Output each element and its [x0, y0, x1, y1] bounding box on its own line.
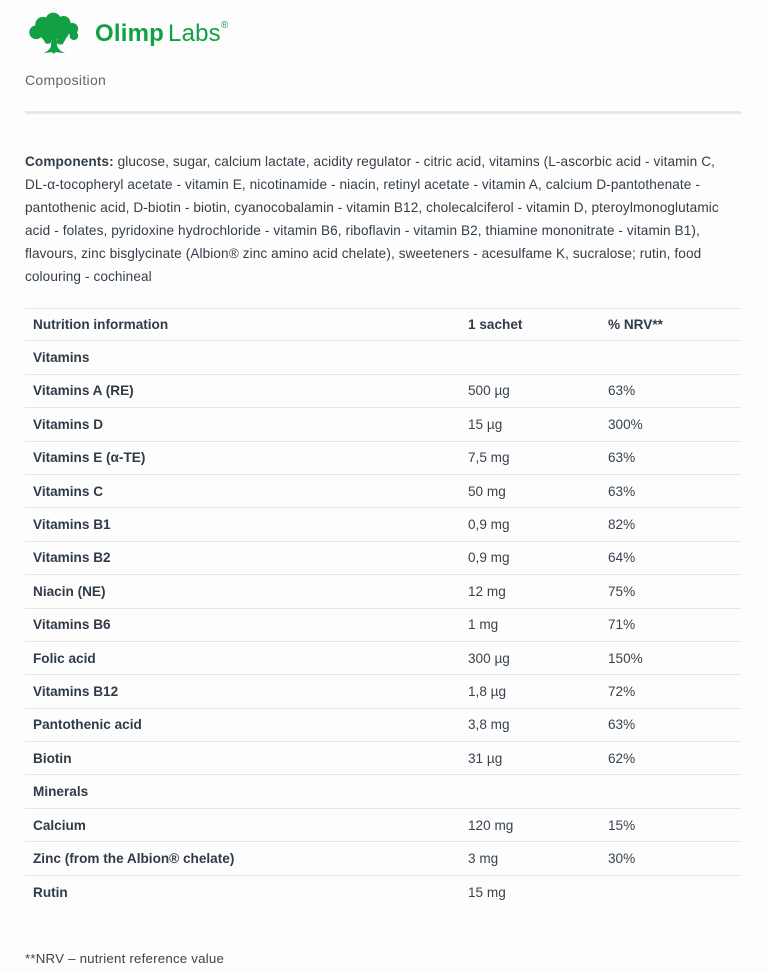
table-cell-amount: 1,8 µg — [468, 683, 507, 699]
page-title: Composition — [25, 72, 107, 88]
table-cell-nrv: 63% — [608, 483, 636, 499]
table-cell-nutrient: Vitamins A (RE) — [33, 383, 134, 399]
table-row — [25, 642, 741, 675]
table-cell-amount: 0,9 mg — [468, 517, 510, 533]
table-row — [25, 442, 741, 475]
table-cell-nutrient: Pantothenic acid — [33, 717, 142, 733]
table-row — [25, 375, 741, 408]
table-cell-amount: 1 mg — [468, 617, 499, 633]
table-row — [25, 742, 741, 775]
table-cell-nrv: 64% — [608, 550, 636, 566]
header-divider — [25, 111, 741, 114]
column-header-1-sachet: 1 sachet — [468, 317, 523, 333]
table-cell-nrv: 63% — [608, 717, 636, 733]
table-cell-nutrient: Calcium — [33, 817, 86, 833]
table-cell-nrv: 30% — [608, 850, 636, 866]
registered-trademark-symbol: ® — [220, 20, 229, 31]
table-cell-nrv: 15% — [608, 817, 636, 833]
table-row — [25, 609, 741, 642]
table-cell-nrv: 150% — [608, 650, 643, 666]
nutrition-table — [25, 308, 741, 909]
brand-name — [95, 20, 228, 48]
table-row — [25, 408, 741, 441]
table-cell-amount: 0,9 mg — [468, 550, 510, 566]
table-cell-nutrient: Vitamins B1 — [33, 517, 111, 533]
table-row — [25, 709, 741, 742]
table-cell-nutrient: Niacin (NE) — [33, 583, 106, 599]
table-cell-nrv: 62% — [608, 750, 636, 766]
nutrition-table-header-row — [25, 308, 741, 341]
table-cell-amount: 3,8 mg — [468, 717, 510, 733]
table-cell-nrv: 75% — [608, 583, 636, 599]
table-row — [25, 575, 741, 608]
table-row — [25, 876, 741, 909]
brand-name-labs: Labs — [168, 20, 221, 47]
table-cell-amount: 3 mg — [468, 850, 499, 866]
table-row — [25, 508, 741, 541]
table-cell-amount: 300 µg — [468, 650, 510, 666]
table-cell-nutrient: Vitamins B2 — [33, 550, 111, 566]
nrv-footnote: **NRV – nutrient reference value — [25, 951, 225, 967]
table-cell-nutrient: Vitamins — [33, 350, 90, 366]
table-cell-nrv: 63% — [608, 450, 636, 466]
table-cell-nutrient: Minerals — [33, 784, 89, 800]
table-cell-amount: 500 µg — [468, 383, 510, 399]
table-cell-nutrient: Vitamins C — [33, 483, 104, 499]
table-row — [25, 542, 741, 575]
components-text: glucose, sugar, calcium lactate, acidity regulator - citric acid, vitamins (L-ascorbic acid - vitamin C, DL-α-tocopheryl acetate - vitamin E, nicotinamide - niacin, retinyl acetate - vitamin A, calcium D-pantothenate - pantothenic acid, D-biotin - biotin, cyanocobalamin - vitamin B12, cholecalciferol - vitamin D, pteroylmonoglutamic acid - folates, pyridoxine hydrochloride - vitamin B6, riboflavin - vitamin B2, thiamine mononitrate - vitamin B1), flavours, zinc bisglycinate (Albion® zinc amino acid chelate), sweeteners - acesulfame K, sucralose; rutin, food colouring - cochineal — [25, 154, 719, 284]
table-row — [25, 675, 741, 708]
table-row — [25, 475, 741, 508]
table-cell-nutrient: Biotin — [33, 750, 72, 766]
table-cell-amount: 12 mg — [468, 583, 506, 599]
table-cell-amount: 120 mg — [468, 817, 514, 833]
table-row — [25, 842, 741, 875]
table-cell-nrv: 72% — [608, 683, 636, 699]
table-cell-amount: 50 mg — [468, 483, 506, 499]
table-cell-nrv: 71% — [608, 617, 636, 633]
table-cell-nutrient: Vitamins B6 — [33, 617, 111, 633]
table-cell-nrv: 82% — [608, 517, 636, 533]
table-cell-amount: 15 mg — [468, 884, 506, 900]
table-row — [25, 809, 741, 842]
table-cell-amount: 31 µg — [468, 750, 503, 766]
olimp-labs-logo — [25, 12, 741, 56]
column-header-nutrition-information: Nutrition information — [33, 317, 169, 333]
components-label: Components: — [25, 154, 114, 169]
table-cell-amount: 7,5 mg — [468, 450, 510, 466]
nutrition-table-body — [25, 341, 741, 909]
table-cell-nutrient: Folic acid — [33, 650, 96, 666]
column-header-nrv: % NRV** — [608, 317, 663, 333]
table-cell-amount: 15 µg — [468, 416, 503, 432]
table-cell-nutrient: Zinc (from the Albion® chelate) — [33, 850, 235, 866]
table-cell-nutrient: Vitamins B12 — [33, 683, 119, 699]
table-cell-nutrient: Vitamins D — [33, 416, 104, 432]
table-section-row — [25, 775, 741, 808]
brand-name-olimp: Olimp — [95, 20, 165, 47]
table-cell-nrv: 300% — [608, 416, 643, 432]
table-section-row — [25, 341, 741, 374]
components-paragraph — [25, 150, 741, 288]
tree-icon — [25, 12, 85, 56]
table-cell-nutrient: Vitamins E (α-TE) — [33, 450, 146, 466]
table-cell-nutrient: Rutin — [33, 884, 68, 900]
table-cell-nrv: 63% — [608, 383, 636, 399]
